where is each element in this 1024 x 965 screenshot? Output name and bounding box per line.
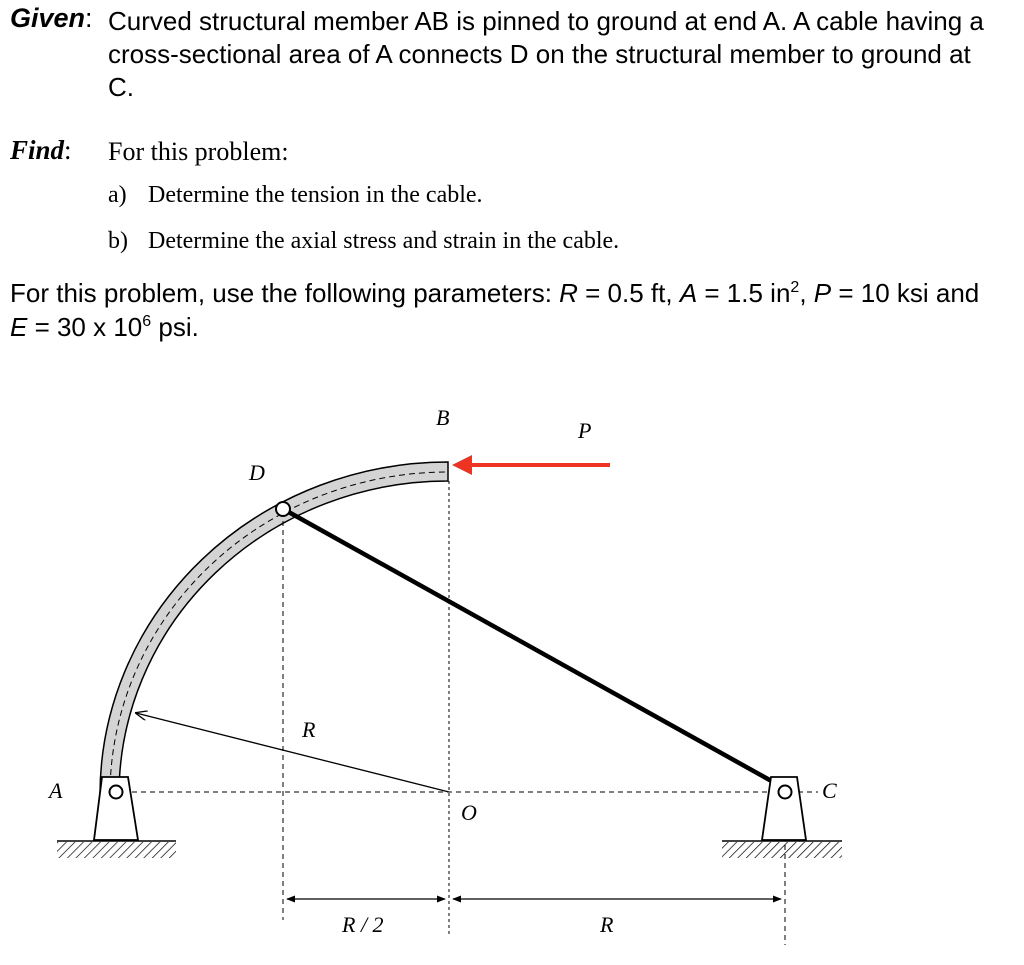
param-a-symbol: A: [679, 278, 698, 308]
param-r-symbol: R: [559, 278, 578, 308]
params-prefix: For this problem, use the following parameters:: [10, 278, 560, 308]
param-p-symbol: P: [813, 278, 832, 308]
label-r-half: R / 2: [342, 912, 384, 937]
label-r-span: R: [600, 912, 614, 937]
param-separator: ,: [799, 278, 814, 308]
param-e-symbol: E: [10, 312, 28, 342]
find-item-a-text: Determine the tension in the cable.: [148, 182, 483, 208]
find-intro: For this problem:: [108, 137, 289, 166]
label-p: P: [578, 418, 592, 443]
given-line-2: cross-sectional area of A connects D on the structural member to ground at: [108, 39, 971, 69]
find-item-b-text: Determine the axial stress and strain in the cable.: [148, 228, 620, 254]
find-colon: :: [64, 135, 72, 165]
force-p-arrow: [452, 455, 610, 475]
param-r-value: = 0.5 ft,: [577, 278, 680, 308]
param-e-exponent: 6: [142, 313, 152, 330]
label-b: B: [436, 405, 450, 430]
param-a-value: = 1.5 in: [697, 278, 791, 308]
curved-member: [100, 462, 448, 795]
find-label-text: Find: [10, 135, 65, 165]
label-c: C: [822, 778, 837, 803]
given-line-3: C.: [108, 72, 134, 102]
given-colon: :: [85, 3, 93, 33]
label-r-radius: R: [302, 717, 316, 742]
pin-d: [276, 502, 290, 516]
param-p-value: = 10 ksi and: [831, 278, 980, 308]
given-line-1: Curved structural member AB is pinned to ground at end A. A cable having a: [108, 6, 984, 36]
param-a-exponent: 2: [790, 279, 800, 296]
radius-line: [136, 713, 449, 792]
param-e-unit: psi.: [151, 312, 199, 342]
support-a: [57, 777, 176, 858]
given-label-text: Given: [10, 3, 86, 33]
find-item-a-letter: a): [108, 182, 127, 208]
label-a: A: [49, 778, 63, 803]
label-o: O: [461, 800, 477, 825]
param-e-value: = 30 x 10: [27, 312, 143, 342]
cable: [285, 510, 784, 788]
find-item-b-letter: b): [108, 228, 128, 254]
label-d: D: [249, 460, 265, 485]
